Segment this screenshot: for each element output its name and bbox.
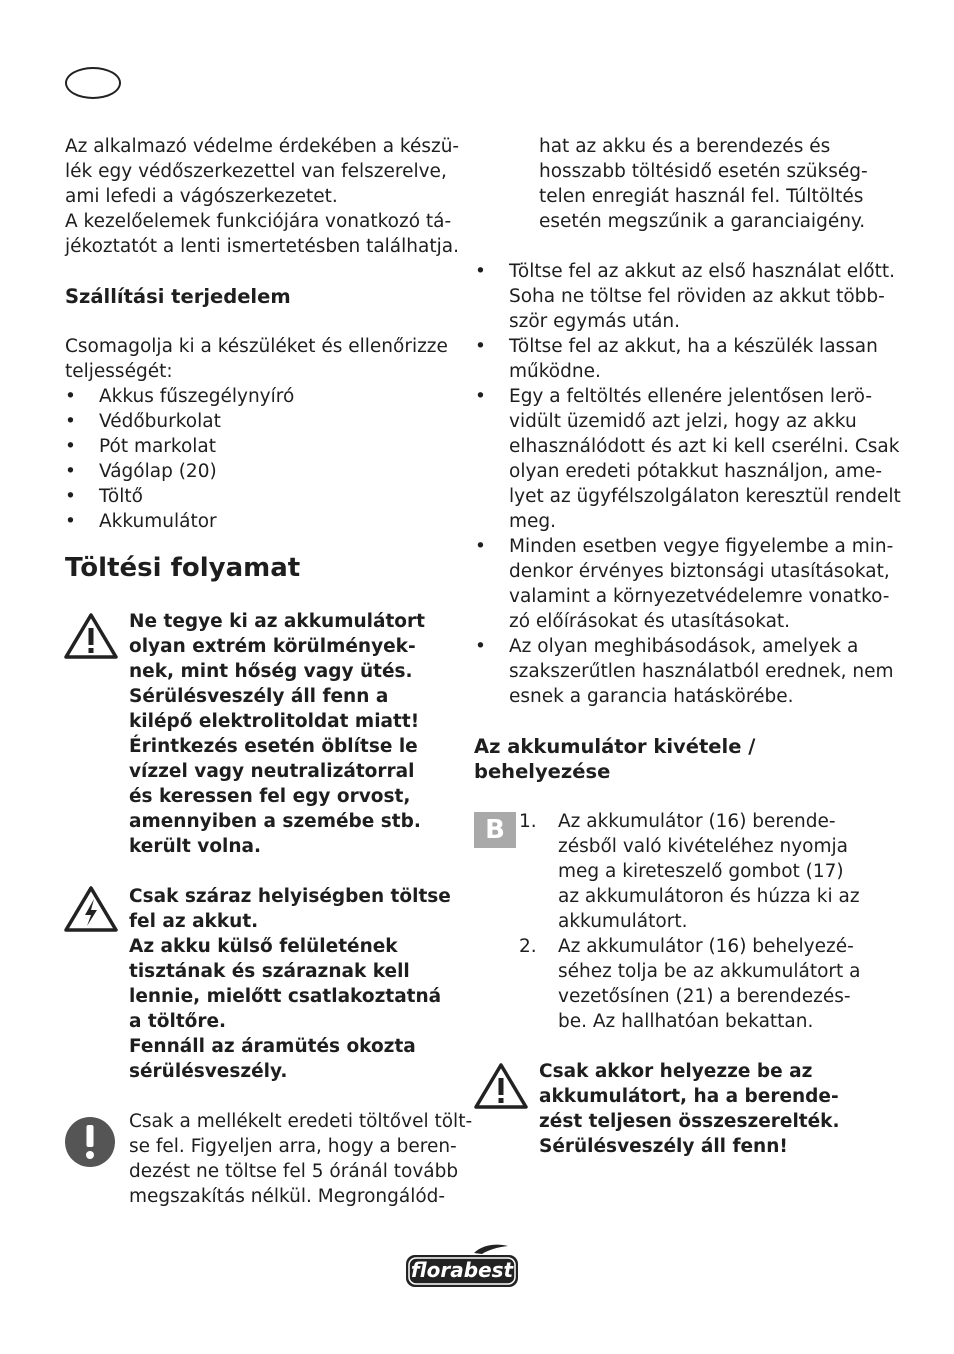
language-badge (65, 67, 121, 99)
warning-triangle-icon (64, 612, 118, 660)
text-line: telen enregiát használ fel. Túltöltés (539, 186, 864, 207)
text-line: Az akku külső felületének (129, 936, 398, 957)
text-line: se fel. Figyeljen arra, hogy a beren- (129, 1136, 457, 1157)
assembly-warning-text (539, 1059, 840, 1159)
text-line: és keressen fel egy orvost, (129, 786, 411, 807)
text-line: fel az akkut. (129, 911, 259, 932)
text-line: Sérülésveszély áll fenn! (539, 1136, 788, 1157)
text-line: olyan extrém körülmények- (129, 636, 416, 657)
text-line: a töltőre. (129, 1011, 227, 1032)
text-line: kilépő elektrolitoldat miatt! (129, 711, 420, 732)
charger-note-text (129, 1109, 472, 1209)
delivery-list: • Akkus fűszegélynyíró • Védőburkolat • Pót markolat • Vágólap (20) • Töltő • Akkumulátor (65, 386, 295, 532)
text-line: Az akkumulátor kivétele / (474, 735, 756, 758)
text-line: vízzel vagy neutralizátorral (129, 761, 415, 782)
delivery-heading: Szállítási terjedelem (65, 285, 291, 308)
charger-note-continued (539, 134, 868, 234)
charging-bullets: • Töltse fel az akkut az első használat előtt. Soha ne töltse fel röviden az akkut több- ször egymás után. • Töltse fel az akkut, ha a készülék lassan működne. • Egy a feltöltés ellenére jelentősen lerö- vidült üzemidő azt jelzi, hogy az akku elhasználódott és azt ki kell cserélni. Csak olyan eredeti pótakkut használjon, ame- lyet az ügyfélszolgálaton keresztül rendelt meg. • Minden esetben vegye figyelembe a min- denkor érvényes biztonsági utasításokat, valamint a környezetvédelemre vonatko- zó előírásokat és utasításokat. • Az olyan meghibásodások, amelyek a szakszerűtlen használatból erednek, nem esnek a garancia hatáskörébe. (475, 261, 901, 707)
delivery-paragraph (65, 334, 448, 384)
text-line: esetén megszűnik a garanciaigény. (539, 211, 866, 232)
text-line: dezést ne töltse fel 5 óránál tovább (129, 1161, 459, 1182)
exclamation-circle-icon (64, 1116, 116, 1168)
text-line: ami lefedi a vágószerkezetet. (65, 186, 338, 207)
battery-steps: 1. Az akkumulátor (16) berende- zésből való kivételéhez nyomja meg a kireteszelő gombot (17) az akkumulátoron és húzza ki az akkumulátort. 2. Az akkumulátor (16) behelyezé- séhez tolja be az akkumulátort a vezetősínen (21) a berendezés- be. Az hallhatóan bekattan. (519, 811, 861, 1032)
logo-text: florabest (410, 1258, 514, 1282)
text-line: megszakítás nélkül. Megrongálód- (129, 1186, 446, 1207)
text-line: Az alkalmazó védelme érdekében a készü- (65, 136, 460, 157)
text-line: teljességét: (65, 361, 173, 382)
figure-reference-badge: B (474, 812, 516, 848)
battery-warning-text (129, 609, 425, 859)
text-line: Csak akkor helyezze be az (539, 1061, 813, 1082)
text-line: Ne tegye ki az akkumulátort (129, 611, 425, 632)
text-line: lék egy védőszerkezettel van felszerelve, (65, 161, 447, 182)
text-line: Sérülésveszély áll fenn a (129, 686, 389, 707)
warning-triangle-icon (474, 1062, 528, 1110)
text-line: akkumulátort, ha a berende- (539, 1086, 839, 1107)
text-line: Csak a mellékelt eredeti töltővel tölt- (129, 1111, 473, 1132)
text-line: Csomagolja ki a készüléket és ellenőrizze (65, 336, 448, 357)
text-line: Csak száraz helyiségben töltse (129, 886, 451, 907)
text-line: Fennáll az áramütés okozta (129, 1036, 416, 1057)
text-line: amennyiben a szemébe stb. (129, 811, 421, 832)
electric-warning-text (129, 884, 451, 1084)
text-line: került volna. (129, 836, 262, 857)
text-line: hosszabb töltésidő esetén szükség- (539, 161, 868, 182)
text-line: behelyezése (474, 760, 611, 783)
text-line: Érintkezés esetén öblítse le (129, 736, 418, 757)
text-line: jékoztatót a lenti ismertetésben találhatja. (65, 236, 459, 257)
text-line: zést teljesen összeszerelték. (539, 1111, 840, 1132)
battery-heading (474, 734, 755, 784)
text-line: nek, mint hőség vagy ütés. (129, 661, 413, 682)
charging-heading: Töltési folyamat (65, 553, 301, 583)
text-line: tisztának és száraznak kell (129, 961, 410, 982)
text-line: sérülésveszély. (129, 1061, 288, 1082)
text-line: lennie, mielőtt csatlakoztatná (129, 986, 442, 1007)
intro-paragraph (65, 134, 459, 259)
text-line: A kezelőelemek funkciójára vonatkozó tá- (65, 211, 452, 232)
text-line: hat az akku és a berendezés és (539, 136, 831, 157)
electric-hazard-icon (64, 885, 118, 933)
